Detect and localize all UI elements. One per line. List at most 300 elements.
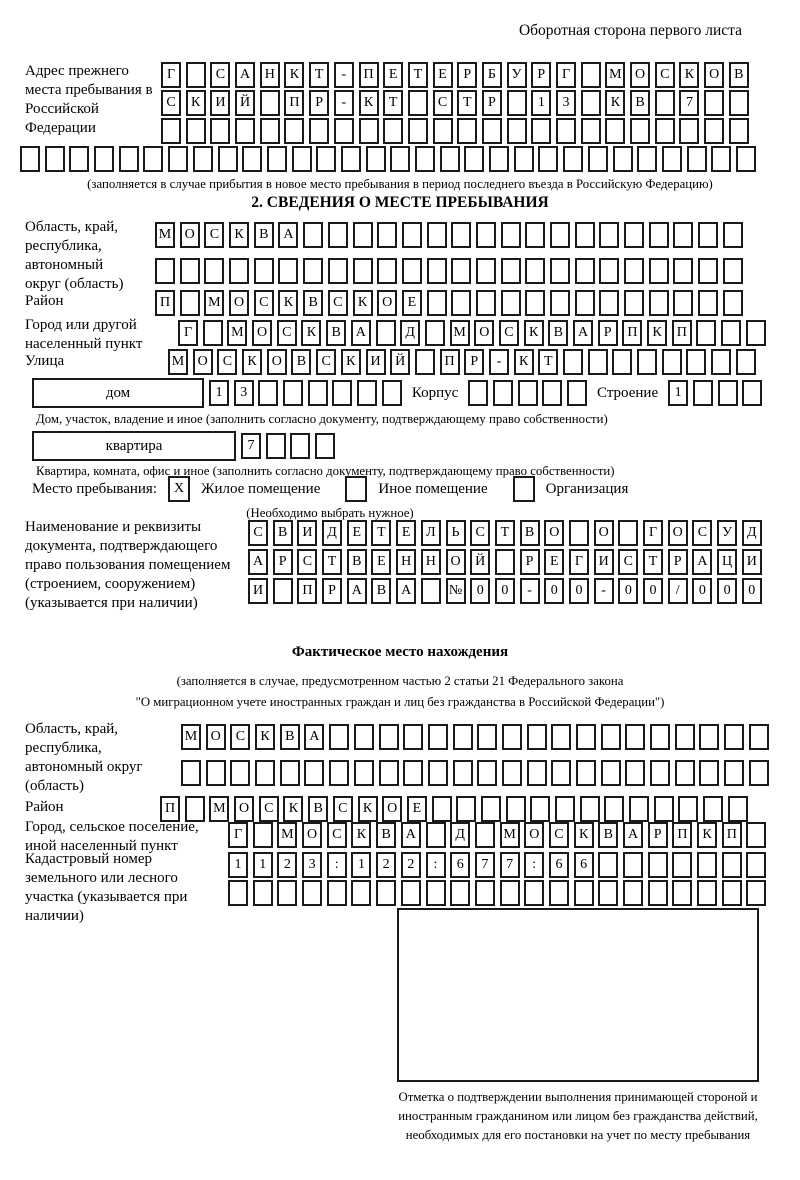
document-row-3[interactable] <box>248 578 762 604</box>
prev-address-row-1[interactable] <box>161 62 749 88</box>
char-cell[interactable] <box>623 880 643 906</box>
char-cell[interactable] <box>501 258 521 284</box>
char-cell[interactable] <box>432 796 452 822</box>
char-cell[interactable]: Н <box>396 549 416 575</box>
char-cell[interactable]: Т <box>371 520 391 546</box>
char-cell[interactable] <box>675 724 695 750</box>
char-cell[interactable]: Р <box>464 349 484 375</box>
char-cell[interactable] <box>599 222 619 248</box>
char-cell[interactable] <box>598 852 618 878</box>
char-cell[interactable] <box>655 118 675 144</box>
char-cell[interactable]: 3 <box>556 90 576 116</box>
char-cell[interactable] <box>718 380 738 406</box>
char-cell[interactable]: П <box>155 290 175 316</box>
char-cell[interactable]: 0 <box>742 578 762 604</box>
char-cell[interactable] <box>507 90 527 116</box>
char-cell[interactable] <box>258 380 278 406</box>
char-cell[interactable] <box>618 520 638 546</box>
char-cell[interactable]: С <box>248 520 268 546</box>
char-cell[interactable] <box>427 258 447 284</box>
char-cell[interactable] <box>722 852 742 878</box>
char-cell[interactable]: В <box>729 62 749 88</box>
char-cell[interactable] <box>662 349 682 375</box>
char-cell[interactable] <box>332 380 352 406</box>
document-row-1[interactable] <box>248 520 762 546</box>
char-cell[interactable]: С <box>277 320 297 346</box>
char-cell[interactable] <box>304 760 324 786</box>
char-cell[interactable]: М <box>209 796 229 822</box>
char-cell[interactable]: 1 <box>228 852 248 878</box>
char-cell[interactable]: О <box>193 349 213 375</box>
char-cell[interactable]: : <box>327 852 347 878</box>
char-cell[interactable]: В <box>630 90 650 116</box>
char-cell[interactable]: А <box>401 822 421 848</box>
char-cell[interactable]: 1 <box>209 380 229 406</box>
char-cell[interactable] <box>357 380 377 406</box>
char-cell[interactable] <box>403 724 423 750</box>
char-cell[interactable] <box>359 118 379 144</box>
char-cell[interactable]: : <box>524 852 544 878</box>
char-cell[interactable] <box>277 880 297 906</box>
char-cell[interactable]: К <box>697 822 717 848</box>
char-cell[interactable] <box>556 118 576 144</box>
char-cell[interactable]: 0 <box>643 578 663 604</box>
char-cell[interactable]: 7 <box>475 852 495 878</box>
char-cell[interactable]: Ц <box>717 549 737 575</box>
char-cell[interactable]: П <box>297 578 317 604</box>
char-cell[interactable]: - <box>520 578 540 604</box>
char-cell[interactable] <box>253 822 273 848</box>
char-cell[interactable] <box>599 258 619 284</box>
char-cell[interactable] <box>253 880 273 906</box>
char-cell[interactable]: 0 <box>569 578 589 604</box>
char-cell[interactable] <box>421 578 441 604</box>
char-cell[interactable]: В <box>520 520 540 546</box>
char-cell[interactable]: С <box>470 520 490 546</box>
char-cell[interactable] <box>329 724 349 750</box>
char-cell[interactable]: С <box>499 320 519 346</box>
char-cell[interactable] <box>514 146 534 172</box>
char-cell[interactable] <box>550 290 570 316</box>
char-cell[interactable] <box>303 222 323 248</box>
char-cell[interactable] <box>453 724 473 750</box>
char-cell[interactable] <box>746 320 766 346</box>
house-number-cells[interactable] <box>209 380 402 406</box>
char-cell[interactable]: О <box>544 520 564 546</box>
char-cell[interactable]: Р <box>482 90 502 116</box>
char-cell[interactable] <box>428 760 448 786</box>
char-cell[interactable] <box>451 222 471 248</box>
char-cell[interactable]: 2 <box>277 852 297 878</box>
char-cell[interactable]: Д <box>742 520 762 546</box>
char-cell[interactable] <box>451 258 471 284</box>
cadastral-row-2[interactable] <box>228 880 766 906</box>
char-cell[interactable] <box>749 760 769 786</box>
char-cell[interactable]: А <box>347 578 367 604</box>
char-cell[interactable] <box>228 880 248 906</box>
char-cell[interactable]: П <box>672 822 692 848</box>
char-cell[interactable]: У <box>507 62 527 88</box>
char-cell[interactable] <box>290 433 310 459</box>
char-cell[interactable]: К <box>284 62 304 88</box>
char-cell[interactable] <box>328 222 348 248</box>
stroenie-cells[interactable] <box>668 380 762 406</box>
char-cell[interactable] <box>315 433 335 459</box>
char-cell[interactable]: К <box>514 349 534 375</box>
char-cell[interactable] <box>550 258 570 284</box>
char-cell[interactable]: А <box>396 578 416 604</box>
char-cell[interactable]: А <box>304 724 324 750</box>
char-cell[interactable] <box>673 258 693 284</box>
document-row-2[interactable] <box>248 549 762 575</box>
char-cell[interactable]: П <box>284 90 304 116</box>
char-cell[interactable]: - <box>594 578 614 604</box>
char-cell[interactable] <box>292 146 312 172</box>
char-cell[interactable]: Е <box>407 796 427 822</box>
char-cell[interactable] <box>723 290 743 316</box>
char-cell[interactable] <box>672 880 692 906</box>
city-row[interactable] <box>178 320 766 346</box>
checkbox-organization[interactable] <box>513 476 535 502</box>
char-cell[interactable]: О <box>594 520 614 546</box>
char-cell[interactable]: О <box>180 222 200 248</box>
char-cell[interactable] <box>354 760 374 786</box>
char-cell[interactable]: Р <box>520 549 540 575</box>
char-cell[interactable]: Е <box>402 290 422 316</box>
char-cell[interactable] <box>425 320 445 346</box>
char-cell[interactable]: О <box>382 796 402 822</box>
char-cell[interactable] <box>649 258 669 284</box>
char-cell[interactable]: К <box>229 222 249 248</box>
char-cell[interactable]: Г <box>643 520 663 546</box>
char-cell[interactable] <box>581 90 601 116</box>
char-cell[interactable] <box>464 146 484 172</box>
char-cell[interactable]: № <box>446 578 466 604</box>
char-cell[interactable]: К <box>283 796 303 822</box>
char-cell[interactable]: М <box>181 724 201 750</box>
char-cell[interactable] <box>254 258 274 284</box>
char-cell[interactable] <box>402 222 422 248</box>
char-cell[interactable] <box>351 880 371 906</box>
fact-region-row-2[interactable] <box>181 760 769 786</box>
char-cell[interactable]: 0 <box>618 578 638 604</box>
char-cell[interactable] <box>475 880 495 906</box>
char-cell[interactable] <box>723 222 743 248</box>
char-cell[interactable] <box>210 118 230 144</box>
char-cell[interactable]: П <box>160 796 180 822</box>
char-cell[interactable]: М <box>204 290 224 316</box>
char-cell[interactable] <box>502 724 522 750</box>
char-cell[interactable]: Е <box>544 549 564 575</box>
region-row-1[interactable] <box>155 222 743 248</box>
char-cell[interactable] <box>696 320 716 346</box>
char-cell[interactable]: С <box>297 549 317 575</box>
char-cell[interactable]: Е <box>396 520 416 546</box>
char-cell[interactable] <box>495 549 515 575</box>
fact-region-row-1[interactable] <box>181 724 769 750</box>
char-cell[interactable] <box>605 118 625 144</box>
char-cell[interactable] <box>574 880 594 906</box>
cadastral-row-1[interactable] <box>228 852 766 878</box>
char-cell[interactable] <box>542 380 562 406</box>
char-cell[interactable] <box>468 380 488 406</box>
char-cell[interactable] <box>749 724 769 750</box>
char-cell[interactable]: Р <box>309 90 329 116</box>
char-cell[interactable]: П <box>722 822 742 848</box>
char-cell[interactable] <box>255 760 275 786</box>
char-cell[interactable]: К <box>186 90 206 116</box>
char-cell[interactable]: С <box>327 822 347 848</box>
char-cell[interactable] <box>383 118 403 144</box>
char-cell[interactable] <box>341 146 361 172</box>
fact-district-row[interactable] <box>160 796 748 822</box>
char-cell[interactable]: К <box>605 90 625 116</box>
char-cell[interactable] <box>453 760 473 786</box>
char-cell[interactable]: Р <box>648 822 668 848</box>
char-cell[interactable] <box>481 796 501 822</box>
char-cell[interactable] <box>648 880 668 906</box>
char-cell[interactable] <box>502 760 522 786</box>
char-cell[interactable]: С <box>254 290 274 316</box>
char-cell[interactable] <box>230 760 250 786</box>
char-cell[interactable] <box>581 62 601 88</box>
char-cell[interactable] <box>329 760 349 786</box>
char-cell[interactable] <box>482 118 502 144</box>
char-cell[interactable]: 0 <box>544 578 564 604</box>
char-cell[interactable]: П <box>440 349 460 375</box>
char-cell[interactable] <box>273 578 293 604</box>
char-cell[interactable] <box>746 852 766 878</box>
char-cell[interactable]: К <box>341 349 361 375</box>
char-cell[interactable] <box>402 258 422 284</box>
char-cell[interactable]: О <box>302 822 322 848</box>
char-cell[interactable] <box>328 258 348 284</box>
fact-city-row[interactable] <box>228 822 766 848</box>
char-cell[interactable] <box>650 724 670 750</box>
char-cell[interactable]: В <box>303 290 323 316</box>
char-cell[interactable] <box>525 258 545 284</box>
char-cell[interactable] <box>549 880 569 906</box>
char-cell[interactable] <box>428 724 448 750</box>
char-cell[interactable] <box>698 258 718 284</box>
char-cell[interactable]: П <box>622 320 642 346</box>
char-cell[interactable]: В <box>308 796 328 822</box>
char-cell[interactable]: : <box>426 852 446 878</box>
char-cell[interactable] <box>599 290 619 316</box>
char-cell[interactable] <box>457 118 477 144</box>
char-cell[interactable] <box>699 760 719 786</box>
char-cell[interactable] <box>625 760 645 786</box>
char-cell[interactable] <box>119 146 139 172</box>
char-cell[interactable]: С <box>692 520 712 546</box>
char-cell[interactable]: Г <box>569 549 589 575</box>
char-cell[interactable] <box>415 146 435 172</box>
char-cell[interactable]: Й <box>390 349 410 375</box>
char-cell[interactable] <box>655 90 675 116</box>
char-cell[interactable]: 6 <box>574 852 594 878</box>
char-cell[interactable] <box>242 146 262 172</box>
char-cell[interactable] <box>401 880 421 906</box>
char-cell[interactable] <box>530 796 550 822</box>
char-cell[interactable]: О <box>206 724 226 750</box>
char-cell[interactable] <box>555 796 575 822</box>
apartment-number-cells[interactable] <box>241 433 335 459</box>
char-cell[interactable] <box>699 724 719 750</box>
char-cell[interactable] <box>376 320 396 346</box>
char-cell[interactable] <box>736 146 756 172</box>
char-cell[interactable]: С <box>549 822 569 848</box>
char-cell[interactable]: Т <box>643 549 663 575</box>
char-cell[interactable] <box>649 290 669 316</box>
char-cell[interactable]: О <box>252 320 272 346</box>
char-cell[interactable] <box>353 222 373 248</box>
char-cell[interactable]: А <box>248 549 268 575</box>
char-cell[interactable] <box>403 760 423 786</box>
char-cell[interactable] <box>477 760 497 786</box>
char-cell[interactable]: О <box>446 549 466 575</box>
char-cell[interactable] <box>408 118 428 144</box>
char-cell[interactable] <box>675 760 695 786</box>
char-cell[interactable] <box>377 258 397 284</box>
char-cell[interactable]: М <box>450 320 470 346</box>
char-cell[interactable] <box>366 146 386 172</box>
char-cell[interactable] <box>477 724 497 750</box>
char-cell[interactable]: Н <box>260 62 280 88</box>
char-cell[interactable] <box>703 796 723 822</box>
char-cell[interactable] <box>525 290 545 316</box>
char-cell[interactable] <box>722 880 742 906</box>
char-cell[interactable]: Н <box>421 549 441 575</box>
char-cell[interactable]: Т <box>538 349 558 375</box>
street-row[interactable] <box>168 349 756 375</box>
char-cell[interactable] <box>575 258 595 284</box>
char-cell[interactable] <box>601 724 621 750</box>
char-cell[interactable]: Д <box>450 822 470 848</box>
char-cell[interactable] <box>527 724 547 750</box>
char-cell[interactable]: М <box>277 822 297 848</box>
char-cell[interactable]: 7 <box>500 852 520 878</box>
char-cell[interactable] <box>155 258 175 284</box>
char-cell[interactable]: В <box>548 320 568 346</box>
char-cell[interactable]: Т <box>408 62 428 88</box>
char-cell[interactable] <box>575 290 595 316</box>
char-cell[interactable] <box>581 118 601 144</box>
char-cell[interactable]: С <box>433 90 453 116</box>
char-cell[interactable] <box>181 760 201 786</box>
char-cell[interactable] <box>501 290 521 316</box>
char-cell[interactable] <box>697 852 717 878</box>
char-cell[interactable]: 6 <box>549 852 569 878</box>
char-cell[interactable]: / <box>668 578 688 604</box>
char-cell[interactable]: А <box>351 320 371 346</box>
char-cell[interactable] <box>266 433 286 459</box>
char-cell[interactable] <box>686 349 706 375</box>
char-cell[interactable] <box>524 880 544 906</box>
char-cell[interactable]: О <box>229 290 249 316</box>
char-cell[interactable] <box>45 146 65 172</box>
char-cell[interactable] <box>501 222 521 248</box>
char-cell[interactable] <box>235 118 255 144</box>
char-cell[interactable]: М <box>168 349 188 375</box>
char-cell[interactable] <box>218 146 238 172</box>
char-cell[interactable] <box>728 796 748 822</box>
district-row[interactable] <box>155 290 743 316</box>
char-cell[interactable] <box>711 146 731 172</box>
char-cell[interactable] <box>186 62 206 88</box>
char-cell[interactable] <box>630 118 650 144</box>
char-cell[interactable]: Р <box>598 320 618 346</box>
char-cell[interactable]: 0 <box>495 578 515 604</box>
char-cell[interactable]: Р <box>322 578 342 604</box>
char-cell[interactable]: А <box>573 320 593 346</box>
char-cell[interactable] <box>649 222 669 248</box>
char-cell[interactable] <box>456 796 476 822</box>
char-cell[interactable] <box>563 349 583 375</box>
char-cell[interactable]: К <box>524 320 544 346</box>
char-cell[interactable] <box>527 760 547 786</box>
char-cell[interactable] <box>704 118 724 144</box>
char-cell[interactable] <box>624 290 644 316</box>
char-cell[interactable] <box>679 118 699 144</box>
char-cell[interactable]: К <box>278 290 298 316</box>
char-cell[interactable]: А <box>278 222 298 248</box>
char-cell[interactable] <box>334 118 354 144</box>
char-cell[interactable] <box>376 880 396 906</box>
char-cell[interactable]: К <box>679 62 699 88</box>
char-cell[interactable]: И <box>366 349 386 375</box>
char-cell[interactable] <box>316 146 336 172</box>
char-cell[interactable] <box>193 146 213 172</box>
char-cell[interactable]: О <box>630 62 650 88</box>
char-cell[interactable]: И <box>594 549 614 575</box>
char-cell[interactable] <box>161 118 181 144</box>
char-cell[interactable] <box>742 380 762 406</box>
char-cell[interactable] <box>604 796 624 822</box>
char-cell[interactable]: С <box>161 90 181 116</box>
char-cell[interactable] <box>729 118 749 144</box>
char-cell[interactable]: А <box>623 822 643 848</box>
char-cell[interactable] <box>698 222 718 248</box>
char-cell[interactable]: В <box>347 549 367 575</box>
prev-address-row-2[interactable] <box>161 90 749 116</box>
char-cell[interactable] <box>426 822 446 848</box>
char-cell[interactable]: 3 <box>234 380 254 406</box>
char-cell[interactable] <box>576 760 596 786</box>
char-cell[interactable]: Г <box>178 320 198 346</box>
char-cell[interactable] <box>476 290 496 316</box>
char-cell[interactable]: Й <box>470 549 490 575</box>
char-cell[interactable] <box>260 90 280 116</box>
char-cell[interactable] <box>625 724 645 750</box>
char-cell[interactable] <box>500 880 520 906</box>
char-cell[interactable] <box>229 258 249 284</box>
char-cell[interactable] <box>507 118 527 144</box>
char-cell[interactable]: П <box>359 62 379 88</box>
char-cell[interactable]: В <box>280 724 300 750</box>
char-cell[interactable] <box>588 146 608 172</box>
char-cell[interactable] <box>489 146 509 172</box>
char-cell[interactable] <box>672 852 692 878</box>
char-cell[interactable]: К <box>353 290 373 316</box>
char-cell[interactable]: С <box>333 796 353 822</box>
char-cell[interactable]: Е <box>433 62 453 88</box>
char-cell[interactable]: Г <box>556 62 576 88</box>
char-cell[interactable]: А <box>235 62 255 88</box>
char-cell[interactable]: К <box>647 320 667 346</box>
char-cell[interactable] <box>723 258 743 284</box>
char-cell[interactable]: - <box>334 90 354 116</box>
char-cell[interactable]: Г <box>161 62 181 88</box>
